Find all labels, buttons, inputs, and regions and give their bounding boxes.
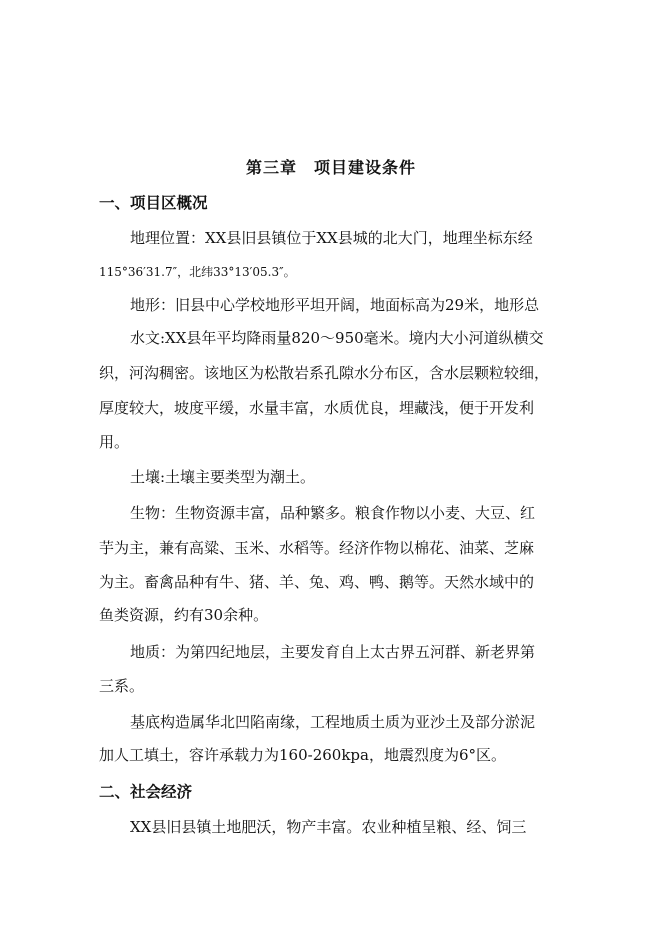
paragraph-hydrology-line4: 用。 [99,433,130,451]
section-heading-social-economy: 二、社会经济 [99,782,193,801]
paragraph-biology-line3: 为主。畜禽品种有牛、猪、羊、兔、鸡、鸭、鹅等。天然水域中的 [99,573,535,591]
chapter-title: 第三章 项目建设条件 [245,158,416,177]
paragraph-biology-line2: 芋为主，兼有高粱、玉米、水稻等。经济作物以棉花、油菜、芝麻 [99,539,535,557]
paragraph-biology-line1: 生物：生物资源丰富，品种繁多。粮食作物以小麦、大豆、红 [130,504,536,522]
paragraph-hydrology-line3: 厚度较大，坡度平缓，水量丰富，水质优良，埋藏浅，便于开发利 [99,399,535,417]
paragraph-location-line1: 地理位置：XX县旧县镇位于XX县城的北大门，地理坐标东经 [130,229,533,247]
paragraph-geology-line2: 三系。 [99,677,145,695]
paragraph-location-line2: 115°36′31.7″，北纬33°13′05.3″。 [99,265,296,279]
paragraph-basement-line2: 加人工填土，容许承载力为160-260kpa，地震烈度为6°区。 [99,746,507,764]
paragraph-terrain: 地形：旧县中心学校地形平坦开阔，地面标高为29米，地形总 [130,296,540,314]
paragraph-hydrology-line1: 水文:XX县年平均降雨量820～950毫米。境内大小河道纵横交 [130,329,544,347]
paragraph-soil: 土壤:土壤主要类型为潮土。 [130,468,316,486]
paragraph-biology-line4: 鱼类资源，约有30余种。 [99,606,269,624]
paragraph-hydrology-line2: 织，河沟稠密。该地区为松散岩系孔隙水分布区，含水层颗粒较细， [99,364,550,382]
paragraph-geology-line1: 地质：为第四纪地层，主要发育自上太古界五河群、新老界第 [130,643,536,661]
paragraph-economy-line1: XX县旧县镇土地肥沃，物产丰富。农业种植呈粮、经、饲三 [130,818,527,836]
paragraph-basement-line1: 基底构造属华北凹陷南缘，工程地质土质为亚沙土及部分淤泥 [130,713,536,731]
section-heading-project-overview: 一、项目区概况 [99,193,208,212]
